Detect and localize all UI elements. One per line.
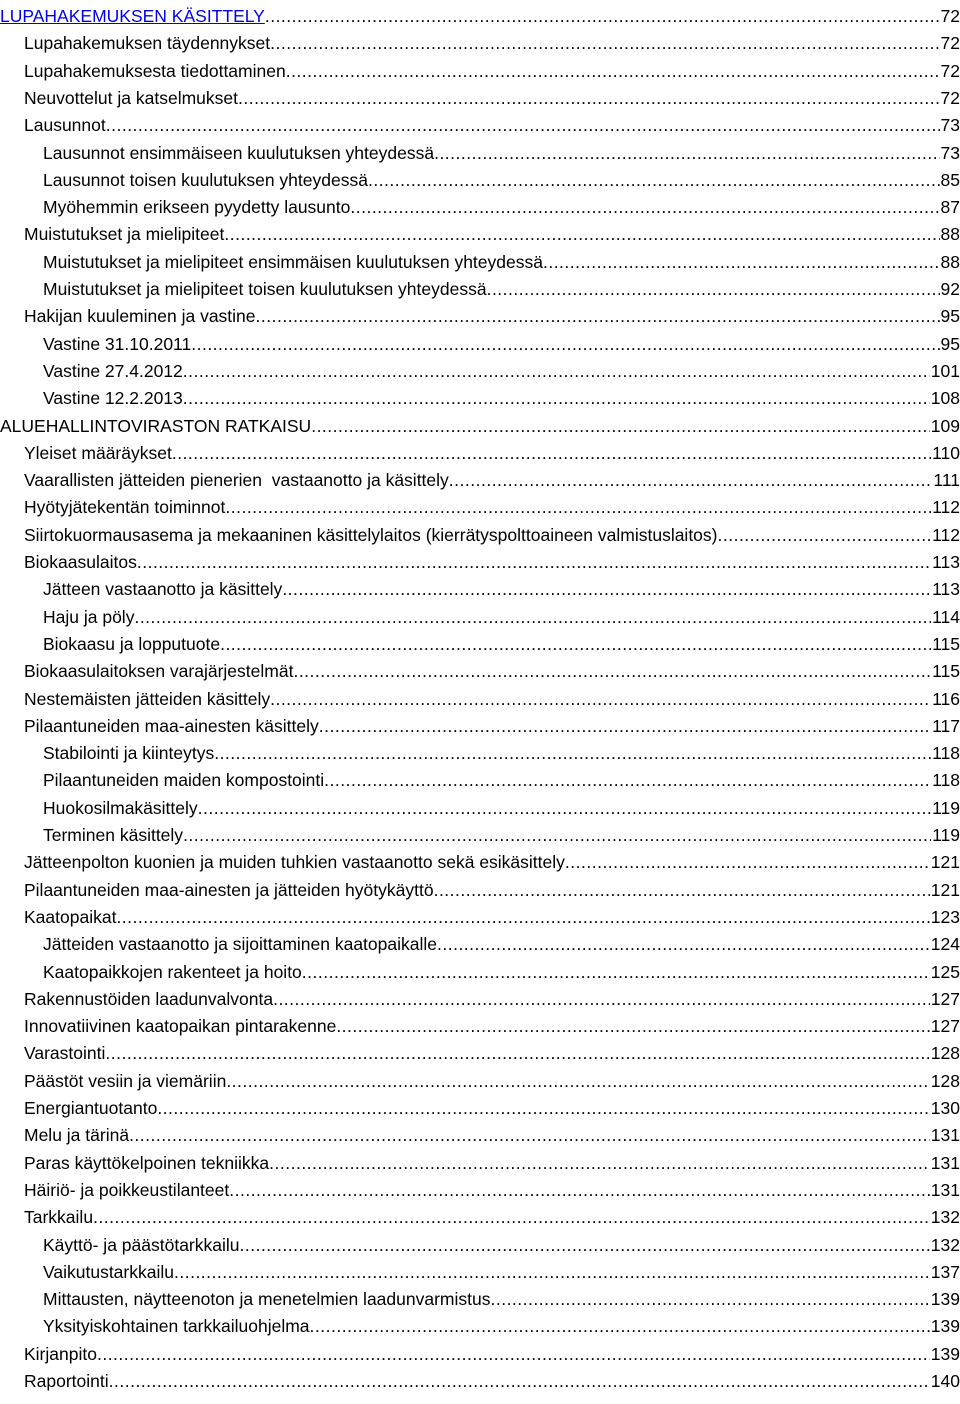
toc-entry-page-number: 127 [930,988,960,1009]
toc-entry-page-number: 115 [932,633,960,654]
toc-entry-page-number: 132 [930,1234,960,1255]
toc-entry-page-number: 119 [932,825,960,845]
toc-dot-leader [183,825,931,845]
toc-dot-leader [97,1344,930,1364]
toc-dot-leader [137,552,931,572]
toc-entry-title: Innovatiivinen kaatopaikan pintarakenne [24,1016,337,1037]
toc-entry-title: Vastine 12.2.2013 [43,388,183,409]
toc-dot-leader [174,1262,930,1282]
toc-dot-leader [319,716,931,736]
toc-entry-page-number: 121 [930,879,960,900]
toc-entry-title: Päästöt vesiin ja viemäriin [24,1070,227,1091]
toc-entry-page-number: 118 [932,743,960,764]
toc-entry-title: Lausunnot toisen kuulutuksen yhteydessä [43,169,368,190]
toc-entry-title: Myöhemmin erikseen pyydetty lausunto [43,197,351,218]
toc-entry-page-number: 111 [933,470,960,491]
toc-entry-title: Pilaantuneiden maa-ainesten käsittely [24,715,319,736]
toc-entry[interactable] [24,439,960,463]
toc-entry-title: Jätteiden vastaanotto ja sijoittaminen kaatopaikalle [43,934,437,955]
toc-entry-title: Haju ja pöly [43,606,135,627]
toc-entry[interactable] [43,248,960,272]
toc-entry-title: Pilaantuneiden maiden kompostointi [43,770,325,791]
toc-entry-page-number: 131 [930,1125,960,1146]
toc-entry[interactable] [24,1149,960,1173]
toc-dot-leader [269,1153,930,1173]
toc-dot-leader [311,416,930,436]
toc-entry-page-number: 112 [932,524,960,545]
toc-entry[interactable] [43,1312,960,1336]
toc-dot-leader [270,33,939,53]
toc-entry-page-number: 110 [932,442,960,463]
toc-dot-leader [565,852,930,872]
toc-entry-page-number: 108 [930,388,960,409]
toc-entry-title: Rakennustöiden laadunvalvonta [24,988,274,1009]
toc-entry-title: Pilaantuneiden maa-ainesten ja jätteiden hyötykäyttö [24,879,434,900]
toc-entry-title: Melu ja tärinä [24,1125,130,1146]
toc-entry-title: Yleiset määräykset [24,442,172,463]
toc-entry-title: Jätteenpolton kuonien ja muiden tuhkien vastaanotto sekä esikäsittely [24,852,565,873]
toc-entry-page-number: 72 [940,60,960,81]
toc-dot-leader [270,689,931,709]
toc-entry-page-number: 101 [930,360,960,381]
toc-entry-title: Tarkkailu [24,1207,94,1228]
toc-entry[interactable] [24,903,960,927]
toc-dot-leader [198,798,931,818]
toc-entry-page-number: 128 [930,1043,960,1064]
toc-dot-leader [282,579,931,599]
toc-entry-page-number: 139 [930,1289,960,1310]
toc-entry-title: Hakijan kuuleminen ja vastine [24,306,256,327]
toc-entry-page-number: 95 [940,306,960,327]
toc-entry[interactable] [24,848,960,872]
toc-entry-title: Hyötyjätekentän toiminnot [24,497,226,518]
toc-entry[interactable] [43,603,960,627]
toc-dot-leader [490,1289,929,1309]
toc-entry-title: Lausunnot ensimmäiseen kuulutuksen yhteydessä [43,142,435,163]
toc-dot-leader [434,880,930,900]
toc-entry-title: Huokosilmakäsittely [43,797,198,818]
toc-entry-page-number: 139 [930,1316,960,1337]
toc-entry-title: Kirjanpito [24,1343,97,1364]
toc-entry[interactable] [43,1258,960,1282]
toc-entry[interactable] [24,1121,960,1145]
toc-entry-page-number: 124 [930,934,960,955]
toc-entry[interactable] [24,985,960,1009]
toc-entry-title: Mittausten, näytteenoton ja menetelmien laadunvarmistus [43,1289,491,1310]
toc-entry-title: Biokaasulaitos [24,552,137,572]
toc-entry-title: Muistutukset ja mielipiteet ensimmäisen kuulutuksen yhteydessä [43,251,543,272]
toc-entry[interactable] [24,1094,960,1118]
toc-entry[interactable] [43,1285,960,1309]
toc-entry[interactable] [43,384,960,408]
toc-dot-leader [286,61,940,81]
toc-dot-leader [718,525,932,545]
toc-dot-leader [437,934,930,954]
toc-entry-title: Kaatopaikat [24,906,117,927]
toc-dot-leader [302,962,930,982]
toc-dot-leader [93,1207,930,1227]
toc-entry[interactable] [43,357,960,381]
toc-dot-leader [273,989,930,1009]
toc-entry-page-number: 113 [932,579,960,600]
toc-dot-leader [434,143,939,163]
toc-entry-page-number: 113 [932,552,960,572]
toc-entry-title: Lupahakemuksen täydennykset [24,33,271,54]
toc-entry[interactable] [24,1067,960,1091]
toc-entry-page-number: 125 [930,961,960,982]
toc-dot-leader [350,197,939,217]
toc-entry-title: Energiantuotanto [24,1098,158,1118]
toc-entry[interactable] [43,575,960,599]
toc-dot-leader [129,1125,930,1145]
toc-entry-title: Muistutukset ja mielipiteet toisen kuulutuksen yhteydessä [43,279,487,299]
toc-entry[interactable] [43,193,960,217]
toc-entry[interactable] [24,29,960,53]
toc-dot-leader [109,1371,930,1391]
toc-dot-leader [157,1098,929,1118]
toc-entry[interactable] [24,521,960,545]
toc-dot-leader [238,88,940,108]
toc-dot-leader [214,743,931,763]
toc-entry-title: Neuvottelut ja katselmukset [24,87,238,108]
toc-entry[interactable] [43,630,960,654]
toc-dot-leader [324,770,931,790]
toc-entry-page-number: 73 [940,115,960,136]
toc-dot-leader [226,1071,929,1091]
toc-entry-title: Lupahakemuksesta tiedottaminen [24,60,286,81]
toc-entry-title: Yksityiskohtainen tarkkailuohjelma [43,1316,310,1337]
toc-entry-page-number: 121 [930,852,960,873]
toc-entry-page-number: 137 [930,1261,960,1282]
toc-dot-leader [229,1180,930,1200]
toc-dot-leader [256,306,940,326]
toc-entry[interactable] [24,657,960,681]
toc-entry-title: ALUEHALLINTOVIRASTON RATKAISU [0,415,312,436]
toc-entry-page-number: 131 [930,1179,960,1200]
toc-entry-page-number: 116 [932,688,960,709]
toc-dot-leader [368,170,940,190]
toc-dot-leader [224,224,939,244]
toc-entry[interactable] [43,166,960,190]
toc-dot-leader [225,497,931,517]
toc-dot-leader [220,634,931,654]
toc-dot-leader [183,388,930,408]
toc-entry[interactable] [43,275,960,299]
toc-entry-title: Vaarallisten jätteiden pienerien vastaanotto ja käsittely [24,470,449,491]
toc-entry-page-number: 87 [940,197,960,218]
toc-entry[interactable] [43,958,960,982]
toc-dot-leader [116,907,929,927]
toc-dot-leader [105,1043,929,1063]
toc-entry-page-number: 114 [932,606,960,627]
toc-entry[interactable] [24,111,960,135]
toc-entry-title: LUPAHAKEMUKSEN KÄSITTELY [0,6,265,26]
toc-entry-page-number: 92 [940,279,960,299]
toc-entry[interactable] [43,766,960,790]
toc-entry-title: Vaikutustarkkailu [43,1261,174,1282]
toc-entry-title: Terminen käsittely [43,825,184,845]
toc-entry-title: Biokaasulaitoksen varajärjestelmät [24,661,294,682]
toc-entry[interactable] [24,302,960,326]
toc-dot-leader [191,334,939,354]
toc-entry[interactable] [24,1176,960,1200]
toc-entry-title: Käyttö- ja päästötarkkailu [43,1234,240,1255]
toc-dot-leader [293,661,931,681]
toc-entry-page-number: 139 [930,1343,960,1364]
toc-entry-title: Häiriö- ja poikkeustilanteet [24,1179,230,1200]
toc-entry-page-number: 117 [932,715,960,736]
toc-entry-page-number: 72 [940,6,960,26]
toc-dot-leader [240,1235,930,1255]
toc-entry[interactable] [43,930,960,954]
toc-dot-leader [172,443,931,463]
toc-entry[interactable] [24,876,960,900]
toc-entry-page-number: 128 [930,1070,960,1091]
toc-entry[interactable] [24,1340,960,1364]
toc-entry-page-number: 132 [930,1207,960,1228]
toc-entry[interactable] [24,712,960,736]
toc-entry-title: Raportointi [24,1371,109,1391]
toc-entry[interactable] [24,220,960,244]
toc-dot-leader [310,1316,930,1336]
toc-entry-page-number: 88 [940,224,960,245]
toc-entry[interactable] [24,466,960,490]
toc-entry-page-number: 73 [940,142,960,163]
toc-entry-title: Varastointi [24,1043,106,1064]
toc-entry-page-number: 119 [932,797,960,818]
toc-entry[interactable] [43,330,960,354]
toc-entry-page-number: 109 [930,415,960,436]
toc-entry[interactable] [24,1012,960,1036]
toc-entry-page-number: 88 [940,251,960,272]
toc-entry-title: Muistutukset ja mielipiteet [24,224,225,245]
toc-entry-title: Vastine 31.10.2011 [43,333,192,354]
toc-entry-title: Siirtokuormausasema ja mekaaninen käsittelylaitos (kierrätyspolttoaineen valmistuslaitos) [24,524,718,545]
toc-entry-page-number: 123 [930,906,960,927]
toc-entry-title: Vastine 27.4.2012 [43,360,183,381]
toc-entry-title: Paras käyttökelpoinen tekniikka [24,1152,270,1173]
toc-entry-page-number: 140 [930,1371,960,1391]
toc-entry-page-number: 130 [930,1098,960,1118]
toc-entry-title: Stabilointi ja kiinteytys [43,743,215,764]
toc-entry[interactable] [24,84,960,108]
toc-dot-leader [487,279,940,299]
toc-dot-leader [106,115,940,135]
toc-entry-title: Jätteen vastaanotto ja käsittely [43,579,283,600]
toc-dot-leader [543,252,940,272]
toc-entry-title: Kaatopaikkojen rakenteet ja hoito [43,961,302,982]
toc-entry-page-number: 118 [932,770,960,791]
toc-entry[interactable] [43,139,960,163]
toc-entry[interactable] [0,412,960,436]
toc-entry[interactable] [24,57,960,81]
toc-entry-page-number: 127 [930,1016,960,1037]
toc-entry[interactable] [24,1039,960,1063]
toc-dot-leader [336,1016,929,1036]
toc-entry-page-number: 72 [940,87,960,108]
toc-entry-page-number: 131 [930,1152,960,1173]
toc-entry-title: Nestemäisten jätteiden käsittely [24,688,271,709]
toc-dot-leader [265,6,940,26]
toc-entry-page-number: 112 [932,497,960,518]
toc-entry[interactable] [43,1231,960,1255]
toc-entry[interactable] [43,794,960,818]
toc-dot-leader [134,607,931,627]
toc-entry-page-number: 95 [940,333,960,354]
toc-entry[interactable] [0,2,960,26]
toc-entry[interactable] [24,685,960,709]
toc-entry[interactable] [43,821,960,845]
toc-entry[interactable] [24,493,960,517]
toc-entry-page-number: 85 [940,169,960,190]
toc-entry-title: Biokaasu ja lopputuote [43,633,221,654]
toc-dot-leader [449,470,933,490]
toc-entry[interactable] [43,739,960,763]
toc-entry-page-number: 115 [932,661,960,682]
toc-entry[interactable] [24,1203,960,1227]
toc-entry-page-number: 72 [940,33,960,54]
toc-entry[interactable] [24,1367,960,1391]
toc-entry[interactable] [24,548,960,572]
toc-dot-leader [183,361,930,381]
toc-entry-title: Lausunnot [24,115,106,136]
